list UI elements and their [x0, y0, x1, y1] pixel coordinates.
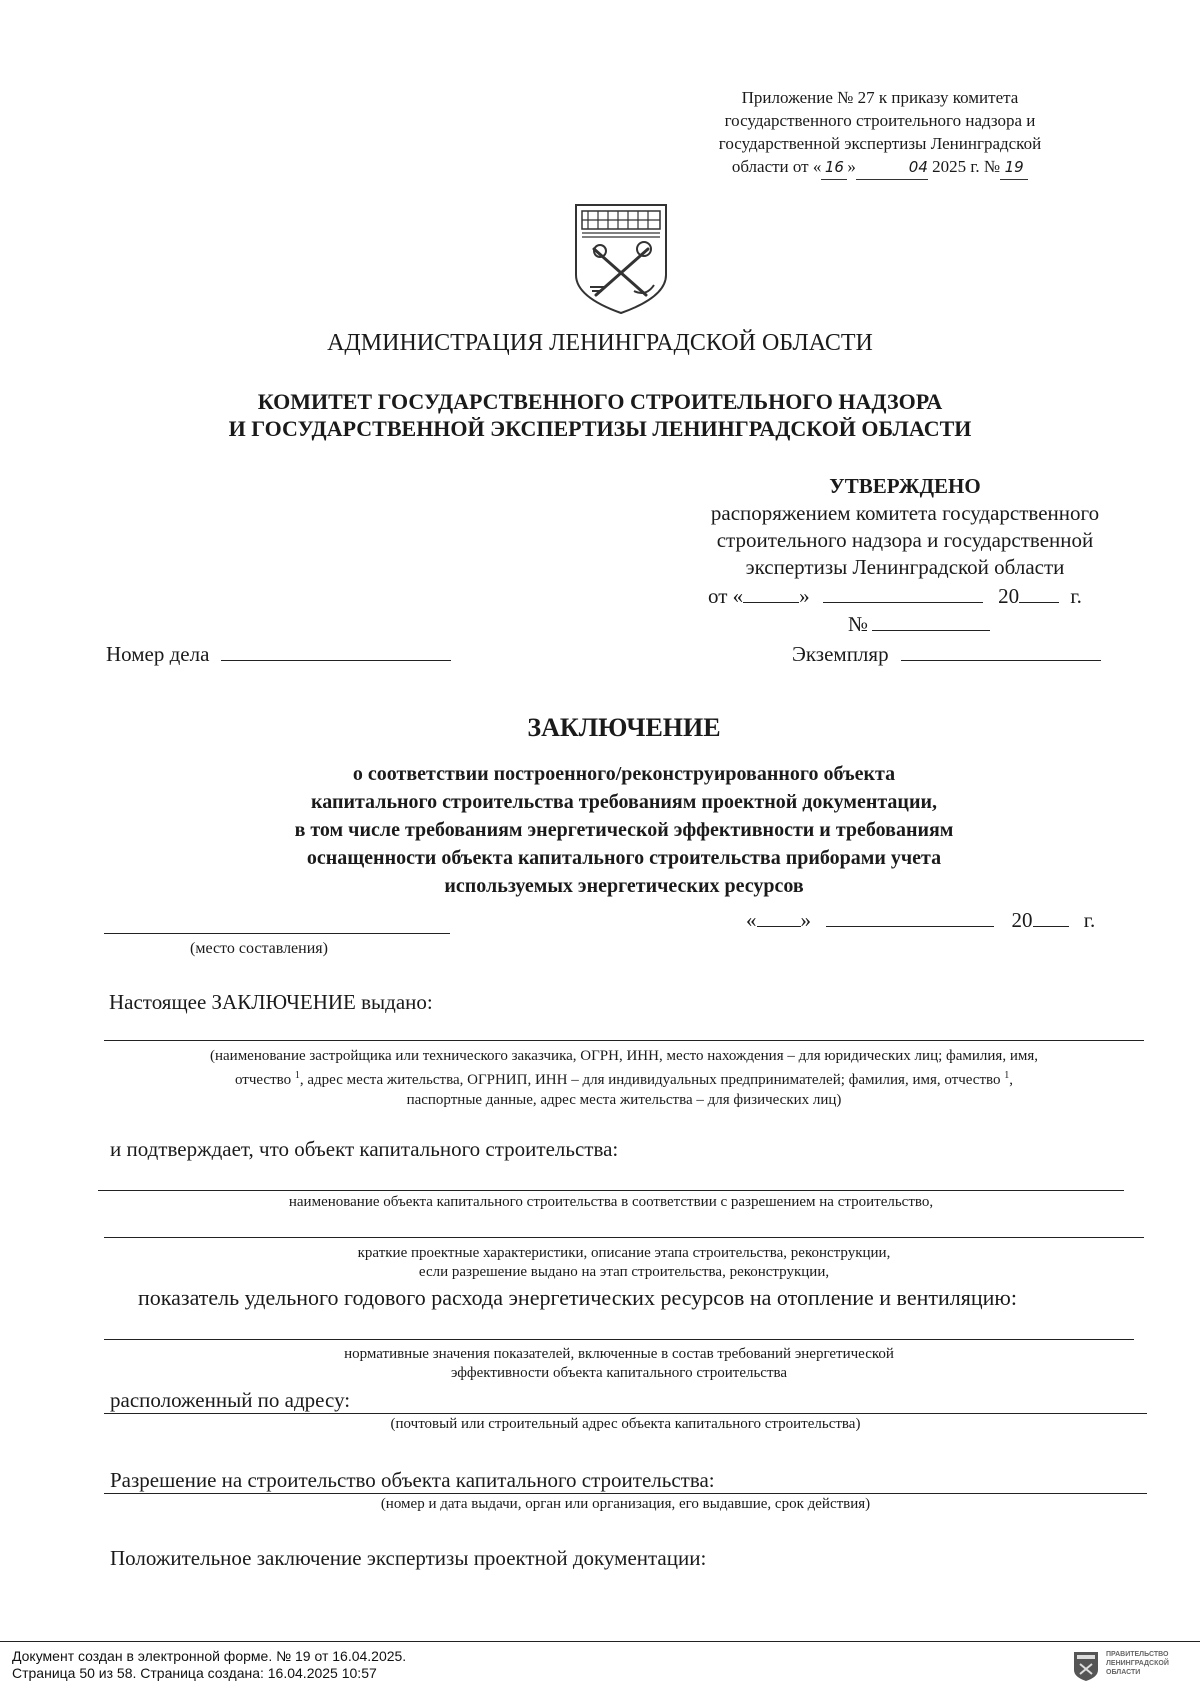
case-number-field — [221, 660, 451, 661]
footer-text — [12, 1648, 406, 1682]
norm-hint: нормативные значения показателей, включенные в состав требований энергетической эффективности объекта капитального строительства — [344, 1346, 894, 1381]
characteristics-hint: краткие проектные характеристики, описание этапа строительства, реконструкции, если разрешение выдано на этап строительства, реконструкции, — [357, 1245, 891, 1280]
object-name-field — [98, 1190, 1124, 1191]
characteristics-field — [104, 1237, 1144, 1238]
address-hint: (почтовый или строительный адрес объекта капитального строительства) — [390, 1416, 861, 1432]
approval-number: № — [848, 612, 990, 637]
address-field — [104, 1413, 1147, 1414]
administration-title: АДМИНИСТРАЦИЯ ЛЕНИНГРАДСКОЙ ОБЛАСТИ — [327, 330, 873, 356]
issued-label: Настоящее ЗАКЛЮЧЕНИЕ выдано: — [109, 990, 433, 1014]
approval-line: распоряжением комитета государственного — [710, 501, 1100, 525]
subtitle-line: оснащенности объекта капитального строительства приборами учета — [306, 847, 942, 869]
approval-date: от « » 20 г. — [708, 584, 1082, 608]
issued-field — [104, 1040, 1144, 1041]
issued-hint: (наименование застройщика или технического заказчика, ОГРН, ИНН, место нахождения – для юридических лиц; фамилия, имя, отчество $^1$, адрес места жительства, ОГРНИП, ИНН – для индивидуальных предпринимателей; фамилия, имя, отчество $^1$, паспортные данные, адрес места жительства – для физических лиц) — [209, 1048, 1038, 1108]
subtitle-line: используемых энергетических ресурсов — [444, 875, 804, 897]
appendix-number: 19 — [1000, 156, 1028, 180]
permit-hint: (номер и дата выдачи, орган или организация, его выдавшие, срок действия) — [380, 1496, 871, 1512]
conclusion-year-field — [1033, 926, 1069, 927]
committee-title — [0, 388, 1200, 442]
subtitle-line: капитального строительства требованиям проектной документации, — [310, 791, 937, 813]
copy-number-field — [901, 660, 1101, 661]
approval-line: экспертизы Ленинградской области — [745, 555, 1065, 579]
approval-number-field — [872, 630, 990, 631]
indicator-field — [104, 1339, 1134, 1340]
conclusion-date: « » 20 г. — [746, 908, 1096, 932]
conclusion-month-field — [826, 926, 994, 927]
expertise-label: Положительное заключение экспертизы проектной документации: — [110, 1546, 707, 1570]
footer-line: Страница 50 из 58. Страница создана: 16.04.2025 10:57 — [12, 1665, 377, 1681]
appendix-block — [700, 86, 1060, 180]
appendix-month: 04 — [856, 156, 928, 180]
permit-field — [104, 1493, 1147, 1494]
committee-line: И ГОСУДАРСТВЕННОЙ ЭКСПЕРТИЗЫ ЛЕНИНГРАДСКОЙ ОБЛАСТИ — [228, 416, 972, 441]
approval-line: строительного надзора и государственной — [716, 528, 1094, 552]
appendix-line: государственной экспертизы Ленинградской — [718, 134, 1042, 153]
conclusion-title: ЗАКЛЮЧЕНИЕ — [527, 713, 721, 742]
case-number: Номер дела — [106, 642, 451, 667]
footer-divider — [0, 1641, 1200, 1642]
subtitle-line: в том числе требованиям энергетической эффективности и требованиям — [294, 819, 954, 841]
approval-title: УТВЕРЖДЕНО — [829, 474, 981, 498]
footer-line: Документ создан в электронной форме. № 19 от 16.04.2025. — [12, 1648, 407, 1664]
approval-year-field — [1019, 602, 1059, 603]
government-logo-text: ПРАВИТЕЛЬСТВО ЛЕНИНГРАДСКОЙ ОБЛАСТИ — [1106, 1651, 1169, 1676]
location-label: расположенный по адресу: — [110, 1388, 351, 1412]
conclusion-day-field — [757, 926, 801, 927]
confirms-label: и подтверждает, что объект капитального строительства: — [110, 1137, 619, 1161]
appendix-line: государственного строительного надзора и — [724, 111, 1036, 130]
appendix-date-line: области от « 16 » 04 2025 г. № 19 — [700, 155, 1060, 180]
conclusion-subtitle — [0, 760, 1200, 900]
approval-block — [670, 473, 1140, 581]
permit-label: Разрешение на строительство объекта капитального строительства: — [110, 1468, 715, 1492]
appendix-line: Приложение № 27 к приказу комитета — [741, 88, 1019, 107]
place-field — [104, 933, 450, 934]
object-hint: наименование объекта капитального строительства в соответствии с разрешением на строительство, — [288, 1194, 934, 1210]
place-hint: (место составления) — [190, 940, 328, 957]
copy-number: Экземпляр — [792, 642, 1101, 667]
coat-of-arms-icon — [572, 201, 670, 322]
appendix-day: 16 — [821, 156, 847, 180]
approval-day-field — [743, 602, 799, 603]
government-logo-icon — [1072, 1650, 1100, 1687]
approval-month-field — [823, 602, 983, 603]
committee-line: КОМИТЕТ ГОСУДАРСТВЕННОГО СТРОИТЕЛЬНОГО НАДЗОРА — [257, 389, 943, 414]
indicator-label: показатель удельного годового расхода энергетических ресурсов на отопление и вентиляцию: — [138, 1285, 1017, 1310]
subtitle-line: о соответствии построенного/реконструированного объекта — [352, 763, 896, 785]
